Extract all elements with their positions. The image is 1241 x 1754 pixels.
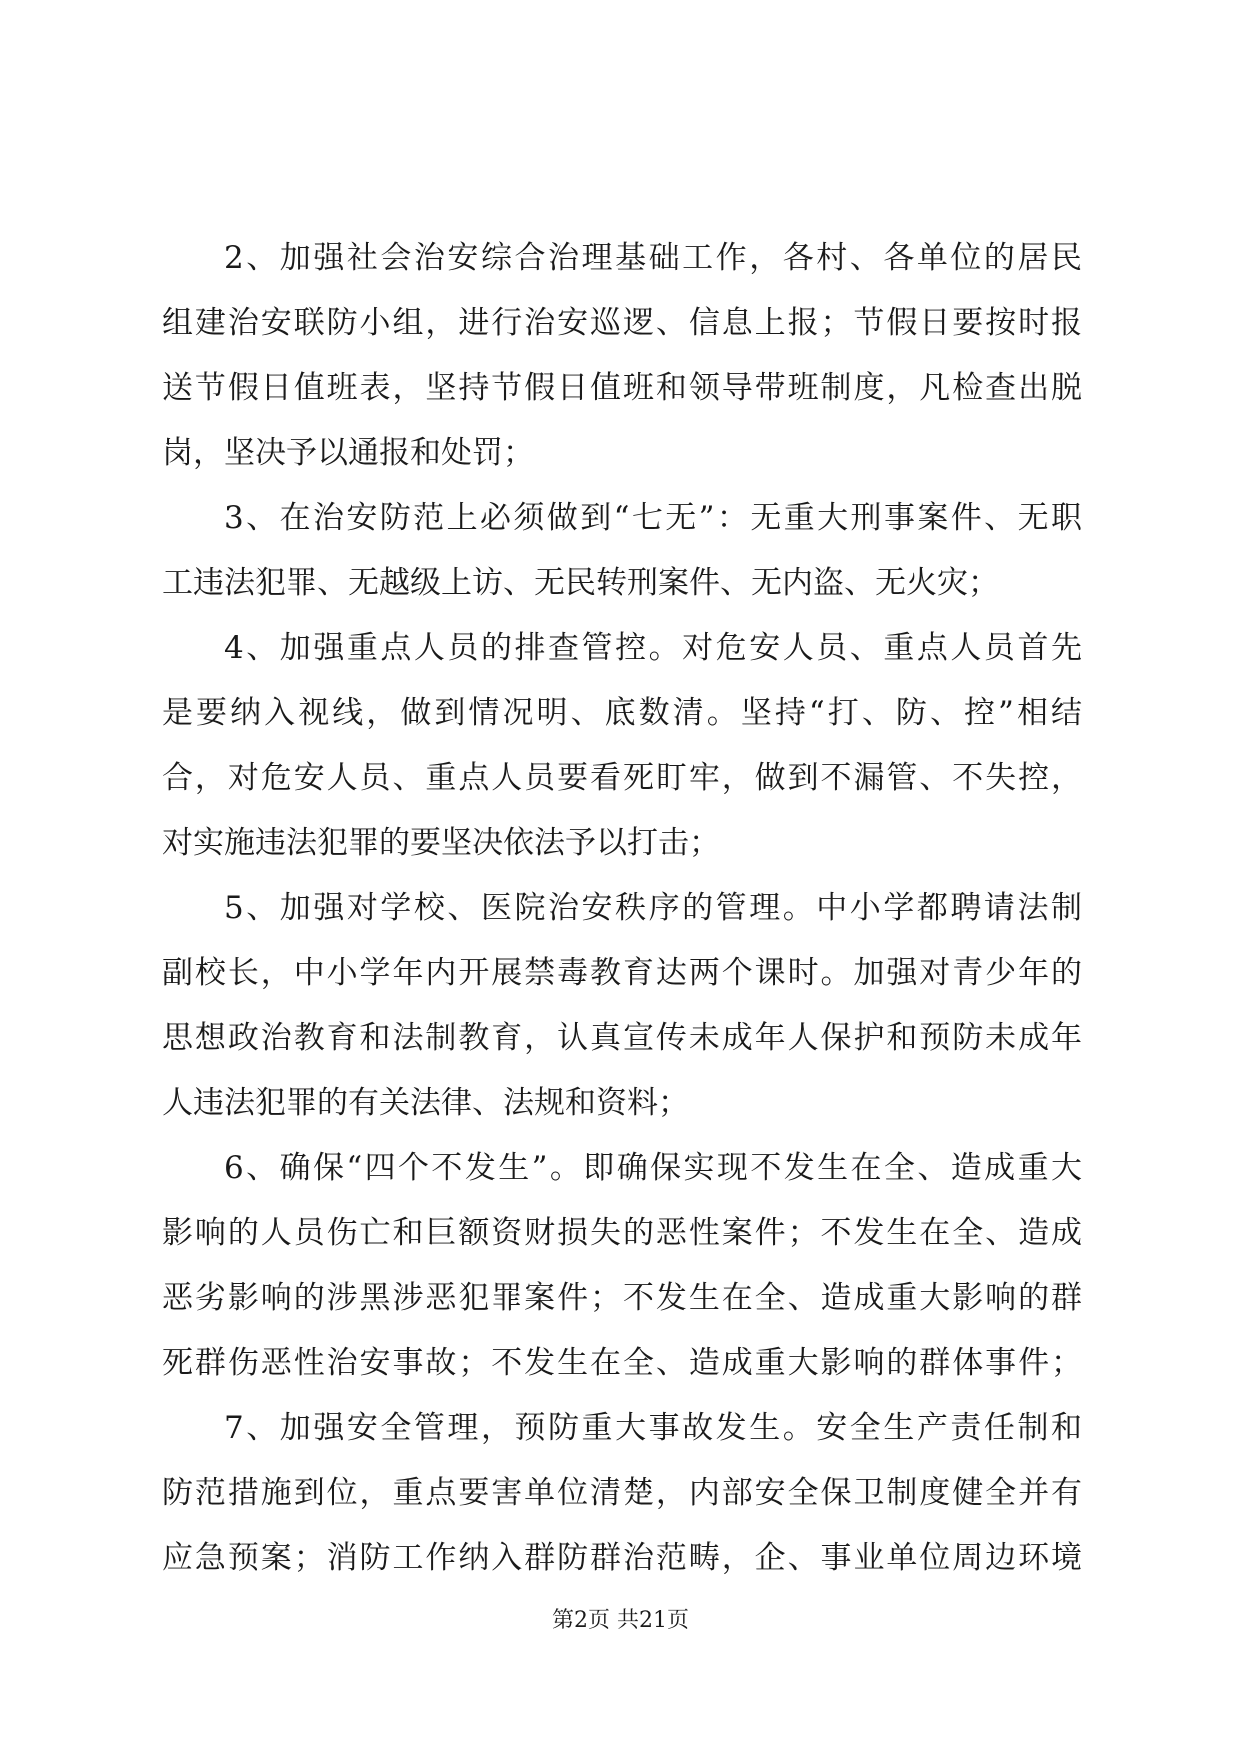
document-body	[162, 226, 1082, 1591]
text-line: 恶劣影响的涉黑涉恶犯罪案件；不发生在全、造成重大影响的群	[162, 1280, 1082, 1316]
text-line: 人违法犯罪的有关法律、法规和资料；	[162, 1085, 689, 1121]
text-line: 5、加强对学校、医院治安秩序的管理。中小学都聘请法制	[224, 890, 1082, 926]
text-line: 工违法犯罪、无越级上访、无民转刑案件、无内盗、无火灾；	[162, 565, 999, 601]
paragraph-item-6	[162, 1136, 1082, 1396]
text-line: 思想政治教育和法制教育，认真宣传未成年人保护和预防未成年	[162, 1020, 1082, 1056]
text-line: 3、在治安防范上必须做到“七无”：无重大刑事案件、无职	[224, 500, 1082, 536]
text-line: 2、加强社会治安综合治理基础工作，各村、各单位的居民	[224, 240, 1082, 276]
text-line: 是要纳入视线，做到情况明、底数清。坚持“打、防、控”相结	[162, 695, 1082, 731]
paragraph-item-5	[162, 876, 1082, 1136]
paragraph-item-2	[162, 226, 1082, 486]
text-line: 死群伤恶性治安事故；不发生在全、造成重大影响的群体事件；	[162, 1345, 1082, 1381]
text-line: 送节假日值班表，坚持节假日值班和领导带班制度，凡检查出脱	[162, 370, 1082, 406]
text-line: 防范措施到位，重点要害单位清楚，内部安全保卫制度健全并有	[162, 1475, 1082, 1511]
text-line: 影响的人员伤亡和巨额资财损失的恶性案件；不发生在全、造成	[162, 1215, 1082, 1251]
text-line: 6、确保“四个不发生”。即确保实现不发生在全、造成重大	[224, 1150, 1082, 1186]
paragraph-item-7	[162, 1396, 1082, 1591]
text-line: 副校长，中小学年内开展禁毒教育达两个课时。加强对青少年的	[162, 955, 1082, 991]
paragraph-item-4	[162, 616, 1082, 876]
page-number-footer: 第2页 共21页	[552, 1608, 689, 1633]
text-line: 4、加强重点人员的排查管控。对危安人员、重点人员首先	[224, 630, 1082, 666]
paragraph-item-3	[162, 486, 1082, 616]
text-line: 组建治安联防小组，进行治安巡逻、信息上报；节假日要按时报	[162, 305, 1082, 341]
text-line: 岗，坚决予以通报和处罚；	[162, 435, 534, 471]
text-line: 合，对危安人员、重点人员要看死盯牢，做到不漏管、不失控，	[162, 760, 1082, 796]
text-line: 应急预案；消防工作纳入群防群治范畴，企、事业单位周边环境	[162, 1540, 1082, 1576]
text-line: 7、加强安全管理，预防重大事故发生。安全生产责任制和	[224, 1410, 1082, 1446]
text-line: 对实施违法犯罪的要坚决依法予以打击；	[162, 825, 720, 861]
